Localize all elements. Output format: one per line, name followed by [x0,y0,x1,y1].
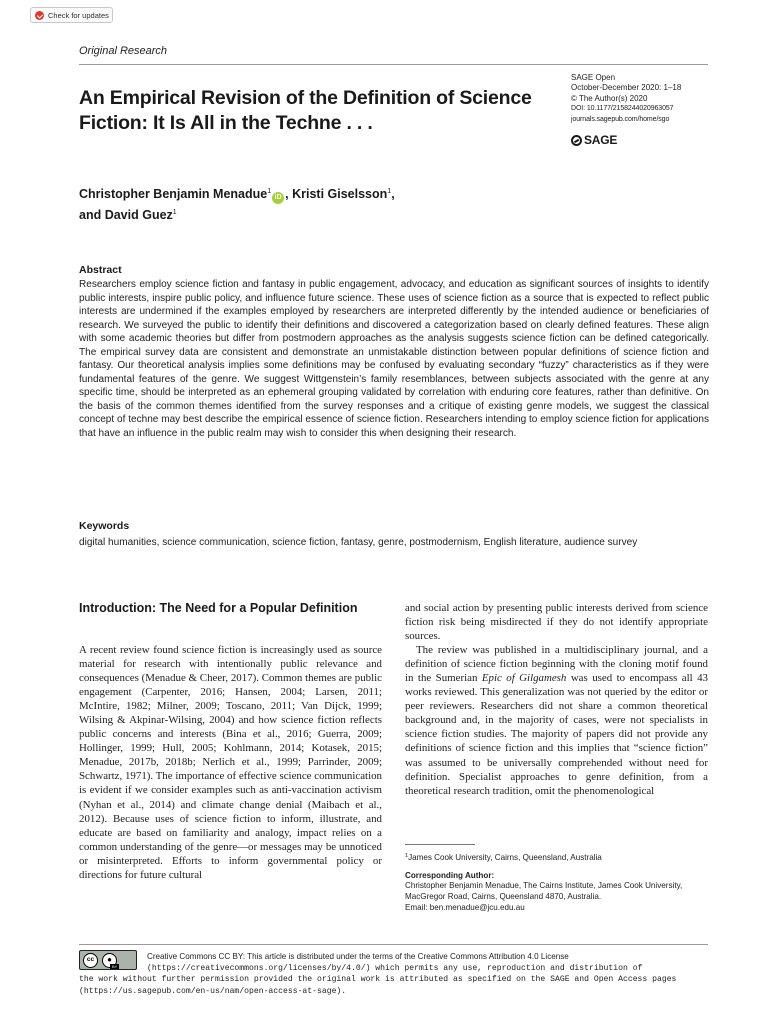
corresponding-author-email[interactable]: Email: ben.menadue@jcu.edu.au [405,902,525,912]
footnote-divider [405,844,475,845]
attribution-icon: ● [102,953,117,968]
abstract-heading: Abstract [79,264,122,276]
section-heading: Introduction: The Need for a Popular Definition [79,601,358,615]
body-column-right [405,601,708,798]
keywords-text: digital humanities, science communication, science fiction, fantasy, genre, postmodernism, English literature, audience survey [79,537,638,548]
journal-name: SAGE Open [571,73,616,82]
body-text: The review was published in a multidisciplinary journal, and a definition of science fiction beginning with the cloning motif found in the Sumerian [405,644,708,685]
body-paragraph: and social action by presenting public interests derived from science fiction risk being misdirected if they do not identify appropriate sources. [405,602,708,643]
license-line: the work without further permission provided the original work is attributed as specified on the SAGE and Open Access pages [79,975,677,985]
sage-logo-text: SAGE [584,133,618,147]
license-url[interactable]: (https://us.sagepub.com/en-us/nam/open-access-at-sage). [79,986,347,996]
affiliation-marker: 1 [405,853,409,859]
check-for-updates-label: Check for updates [48,10,109,20]
journal-doi[interactable]: DOI: 10.1177/2158244020963057 [571,105,674,113]
affiliation-text: James Cook University, Cairns, Queensland, Australia [408,853,602,862]
journal-issue: October-December 2020: 1–18 [571,83,682,93]
author-name[interactable]: Kristi Giselsson [292,187,388,201]
affiliation-note [405,851,705,864]
article-title: An Empirical Revision of the Definition of Science Fiction: It Is All in the Techne . . . [79,87,532,134]
author-conjunction: and [79,208,105,222]
body-text: was used to encompass all 43 works reviewed. This generalization was not queried by the editor or peer reviewers. Researchers did not share a common theoretical background and, in the majority of cases, were not specialists in science fiction studies. The majority of papers did not provide any definitions of science fiction and this implies that “science fiction” was assumed to be universally comprehended without need for definition. Specialist approaches to genre definition, from a theoretical research tradition, omit the phenomenological [405,672,708,797]
orcid-icon[interactable]: iD [272,192,284,204]
author-list: Christopher Benjamin Menadue$^1$iD , Kristi Giselsson$^1$, and David Guez$^1$ [79,187,395,222]
license-divider [79,944,708,945]
check-for-updates-button[interactable] [30,7,113,23]
body-text-italic: Epic of Gilgamesh [481,672,567,685]
keywords-heading: Keywords [79,520,130,532]
corresponding-author-address: Christopher Benjamin Menadue, The Cairns Institute, James Cook University, MacGregor Road, Cairns, Queensland 4870, Australia. [405,881,683,902]
journal-url[interactable]: journals.sagepub.com/home/sgo [571,115,670,123]
journal-copyright: © The Author(s) 2020 [571,93,648,103]
license-url[interactable]: (https://creativecommons.org/licenses/by/4.0/) which permits any use, reproduction and distribution of [147,963,643,973]
header-divider [79,64,708,65]
article-type-label: Original Research [79,45,168,57]
update-check-icon [35,11,44,20]
affiliation-marker: 1 [267,188,272,195]
body-paragraph: A recent review found science fiction is increasingly used as source material for research with intentionally public relevance and consequences (Menadue & Cheer, 2017). Common themes are public engagement (Carpenter, 2016; Hansen, 2004; Larsen, 2011; McIntire, 1982; Milner, 2009; Toscano, 2011; Van Dijck, 1999; Wilsing & Akpinar-Wilsing, 2004) and how science fiction reflects public concerns and interests (Bina et al., 2016; Guerra, 2009; Hollinger, 1999; Hull, 2005; Kohlmann, 2014; Kotasek, 2015; Menadue, 2017b, 2018b; Nerlich et al., 1999; Parrinder, 2009; Schwartz, 1971). The importance of effective science communication is evident if we consider examples such as anti-vaccination activism (Nyhan et al., 2014) and climate change denial (Maibach et al., 2012). Because uses of science fiction to inform, illustrate, and educate are based on familiarity and analogy, impact relies on a common understanding of the genre—or messages may be unnoticed or misinterpreted. Efforts to inform governmental policy or directions for future cultural [79,644,382,881]
body-paragraph [405,643,708,798]
sage-logo [571,133,617,147]
license-text [79,951,719,997]
corresponding-author-heading: Corresponding Author: [405,870,495,880]
abstract-text: Researchers employ science fiction and fantasy in public engagement, advocacy, and education as significant sources of insights to identify public interests, inspire public policy, and influence future science. These uses of science fiction as a source that is expected to reflect public interests are undermined if the examples employed by researchers are interpreted differently by the intended audience or beneficiaries of research. We surveyed the public to identify their definitions and discovered a categorization based on clearly defined features. These align with some academic theories but differ from postmodern approaches as the analysis suggests science fiction can be defined categorically. The empirical survey data are consistent and demonstrate an unmistakable distinction between popular definitions of science fiction and fantasy. Our theoretical analysis implies some definitions may be confused by evaluating secondary “fuzzy” characteristics as if they were fundamental features of the genre. We suggest Wittgenstein’s family resemblances, between subjects associated with the genre at any specific time, should be interpreted as an ephemeral grouping validated by correlation with enduring core features, rather than definitive. On the basis of the common themes identified from the survey responses and a critique of existing genre models, we suggest the classical concept of techne may best describe the empirical essence of science fiction. Researchers intending to employ science fiction for applications that have an influence in the public realm may wish to consider this when designing their research. [79,279,709,440]
author-name[interactable]: Christopher Benjamin Menadue [79,187,268,201]
by-label: BY [112,964,118,969]
author-name[interactable]: David Guez [104,208,173,222]
license-line: Creative Commons CC BY: This article is distributed under the terms of the Creative Commons Attribution 4.0 License [147,952,569,961]
creative-commons-icon: cc [83,953,98,968]
body-column-left [79,643,382,882]
affiliation-marker: 1 [387,188,392,195]
footnotes [405,851,705,914]
journal-meta [571,73,721,125]
affiliation-marker: 1 [172,209,177,216]
sage-logo-icon [571,135,582,146]
